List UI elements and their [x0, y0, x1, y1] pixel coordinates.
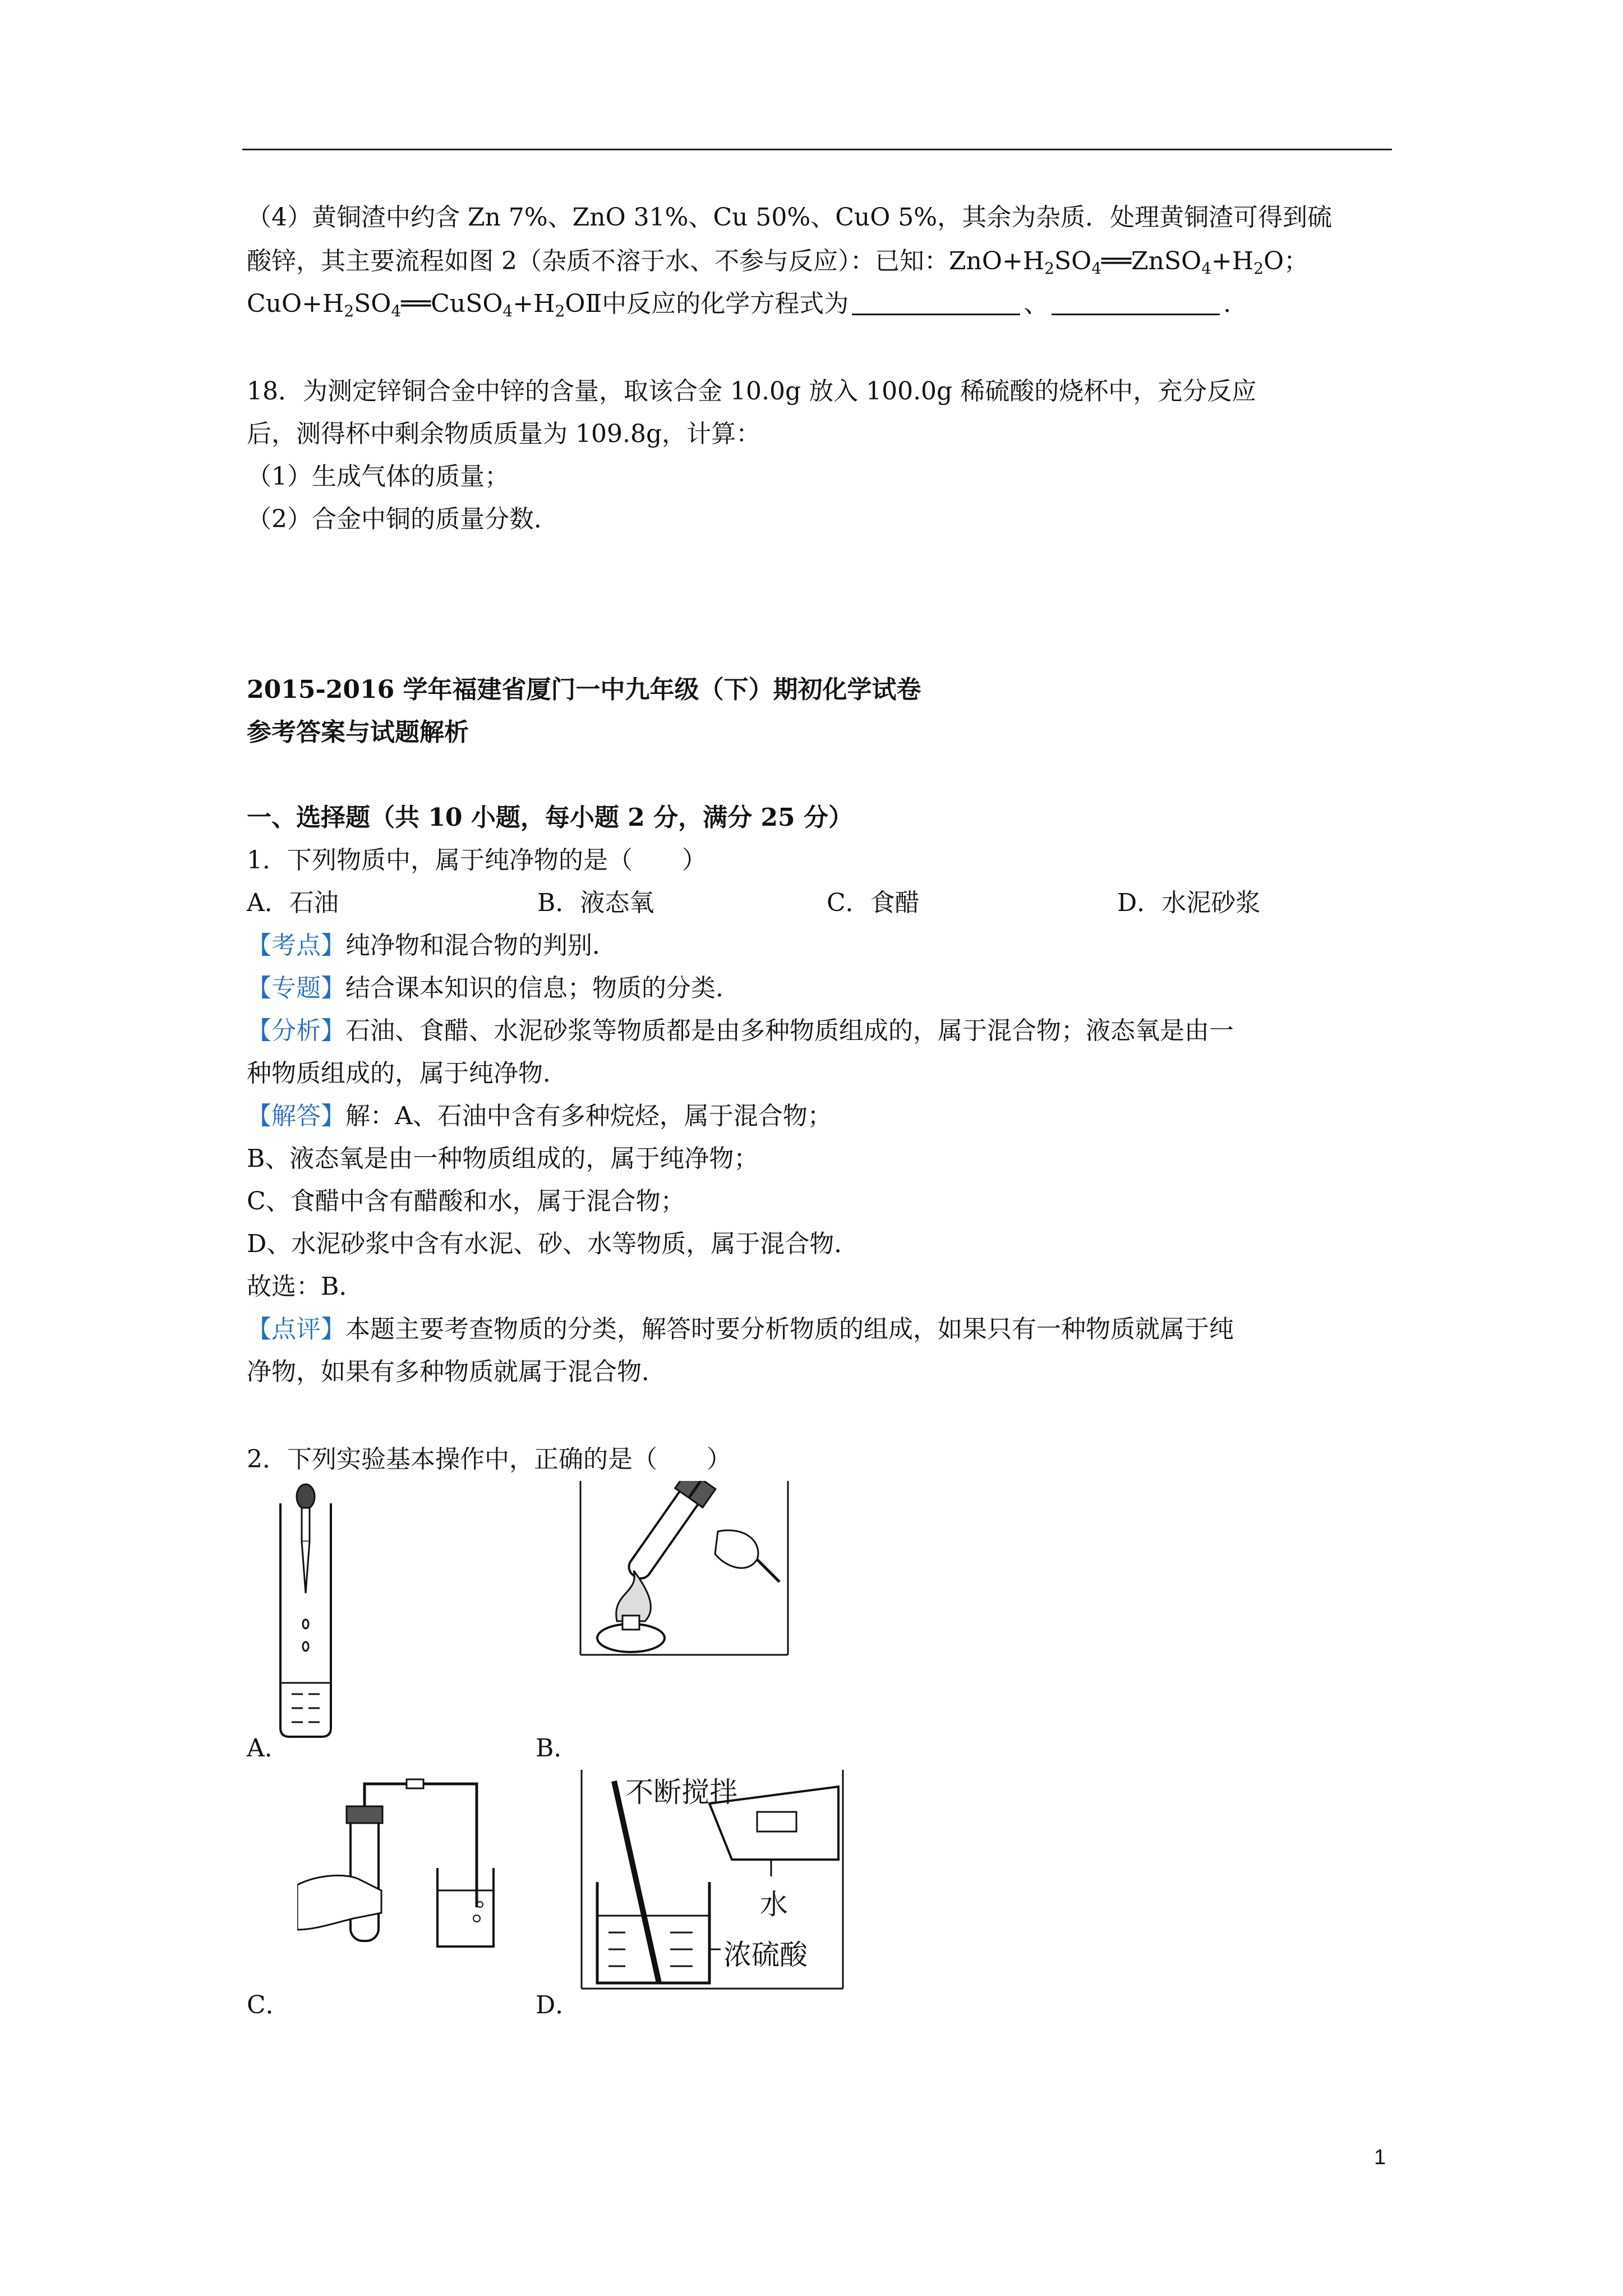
dianping-tag: 【点评】: [247, 1315, 345, 1343]
q1-kaodian: 【考点】纯净物和混合物的判别．: [247, 931, 617, 960]
q1-jieda-2: B、液态氧是由一种物质组成的，属于纯净物；: [247, 1144, 759, 1173]
q18-sub2: （2）合金中铜的质量分数．: [247, 505, 559, 533]
q1-jieda-4: D、水泥砂浆中含有水泥、砂、水等物质，属于混合物．: [247, 1230, 859, 1258]
header-rule: [242, 149, 1392, 150]
answer-blank-2[interactable]: [1052, 291, 1220, 315]
q17-part4-line3: $CuO+H_2SO_4══CuSO_4+H_2OⅡ$中反应的化学方程式为 、 .: [247, 289, 1232, 320]
fenxi-tag: 【分析】: [247, 1016, 345, 1045]
section1-title: 一、选择题（共 10 小题，每小题 2 分，满分 25 分）: [247, 803, 853, 832]
q1-dianping-1: 【点评】本题主要考查物质的分类，解答时要分析物质的组成，如果只有一种物质就属于纯: [247, 1315, 1234, 1343]
q1-option-d: D．水泥砂浆: [1117, 889, 1261, 917]
figure-a-dropper: [275, 1481, 336, 1739]
q18-line2: 后，测得杯中剩余物质质量为 109.8g，计算：: [247, 420, 761, 448]
figure-c-airtightness: [297, 1778, 499, 1952]
figure-c-label: C．: [247, 1991, 291, 2019]
page-number: 1: [1374, 2146, 1386, 2169]
q1-dianping-2: 净物，如果有多种物质就属于混合物．: [247, 1358, 666, 1386]
figure-d-water-label: 水: [760, 1888, 788, 1921]
q18-sub1: （1）生成气体的质量；: [247, 462, 509, 491]
q1-option-c: C．食醋: [827, 889, 920, 917]
q1-zhuanti: 【专题】结合课本知识的信息；物质的分类．: [247, 974, 740, 1002]
jieda-tag: 【解答】: [247, 1102, 345, 1130]
q1-answer: 故选：B．: [247, 1272, 364, 1301]
q1-stem: 1．下列物质中，属于纯净物的是（ ）: [247, 846, 707, 875]
q1-fenxi-1: 【分析】石油、食醋、水泥砂浆等物质都是由多种物质组成的，属于混合物；液态氧是由一: [247, 1016, 1234, 1045]
zhuanti-tag: 【专题】: [247, 974, 345, 1002]
figure-b-heating: [578, 1481, 791, 1660]
figure-a-label: A．: [247, 1734, 289, 1763]
q1-jieda-3: C、食醋中含有醋酸和水，属于混合物；: [247, 1187, 685, 1216]
q1-jieda-1: 【解答】解：A、石油中含有多种烷烃，属于混合物；: [247, 1102, 832, 1130]
figure-d-acid-label: 浓硫酸: [723, 1939, 808, 1971]
q1-option-a: A．石油: [247, 889, 339, 917]
q2-stem: 2．下列实验基本操作中，正确的是（ ）: [247, 1445, 731, 1474]
q18-line1: 18．为测定锌铜合金中锌的含量，取该合金 10.0g 放入 100.0g 稀硫酸的烧杯中，充分反应: [247, 377, 1257, 406]
q1-fenxi-2: 种物质组成的，属于纯净物．: [247, 1059, 568, 1088]
kaodian-tag: 【考点】: [247, 931, 345, 960]
q1-option-b: B．液态氧: [537, 889, 654, 917]
figure-b-label: B．: [536, 1734, 579, 1763]
answer-subtitle: 参考答案与试题解析: [247, 718, 469, 747]
answer-title: 2015-2016 学年福建省厦门一中九年级（下）期初化学试卷: [247, 675, 921, 704]
figure-d-dilution: [580, 1770, 844, 1994]
q17-part4-line1: （4）黄铜渣中约含 Zn 7%、ZnO 31%、Cu 50%、CuO 5%，其余为杂质．处理黄铜渣可得到硫: [247, 203, 1332, 232]
q17-part4-line2: 酸锌，其主要流程如图 2（杂质不溶于水、不参与反应）：已知：$ZnO+H_2SO_4══ZnSO_4+H_2O$；: [247, 247, 1309, 278]
figure-d-stir-label: 不断搅拌: [625, 1776, 737, 1809]
figure-d-label: D．: [536, 1991, 580, 2019]
answer-blank-1[interactable]: [852, 291, 1020, 315]
